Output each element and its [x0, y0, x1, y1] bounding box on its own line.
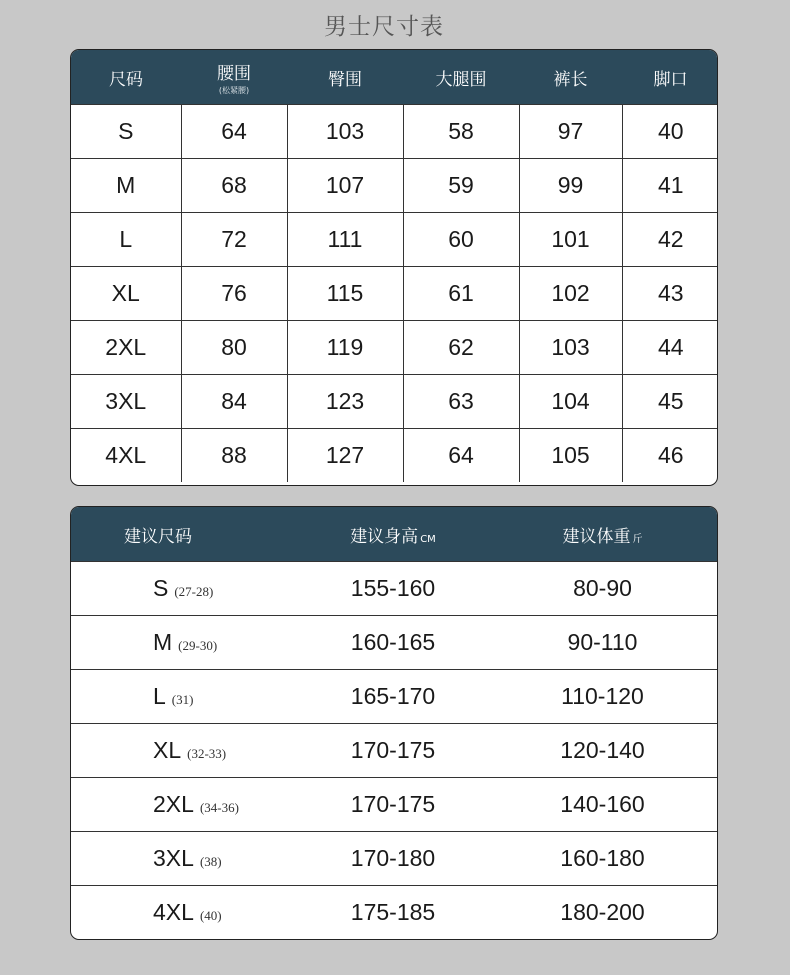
cell-size: 2XL [71, 321, 181, 375]
cell-hip: 103 [287, 105, 403, 159]
cell-recommended-weight: 90-110 [488, 616, 717, 670]
cell-leg-opening: 42 [622, 213, 718, 267]
page-title: 男士尺寸表 [324, 14, 444, 40]
size-label: 2XL [153, 791, 194, 817]
table-row [71, 105, 718, 159]
recommendation-grid [71, 507, 717, 939]
size-label: M [153, 629, 173, 655]
header-length: 裤长 [553, 69, 588, 90]
recommendation-table [70, 506, 718, 940]
header-waist-note: (松紧腰) [218, 86, 250, 95]
cell-waist: 64 [181, 105, 287, 159]
header-hip: 臀围 [328, 69, 362, 90]
cell-hip: 107 [287, 159, 403, 213]
cell-recommended-weight: 110-120 [488, 670, 717, 724]
weight-unit: 斤 [632, 533, 643, 545]
table-row [71, 429, 718, 483]
cell-recommended-size [71, 724, 298, 778]
header-recommended-size: 建议尺码 [124, 526, 192, 547]
cell-recommended-weight: 160-180 [488, 832, 717, 886]
cell-hip: 111 [287, 213, 403, 267]
cell-leg-opening: 41 [622, 159, 718, 213]
cell-length: 99 [519, 159, 622, 213]
cell-recommended-height: 160-165 [298, 616, 488, 670]
size-chart-grid [71, 50, 718, 482]
cell-thigh: 64 [403, 429, 519, 483]
cell-size: XL [71, 267, 181, 321]
cell-thigh: 58 [403, 105, 519, 159]
table-row [71, 724, 717, 778]
cell-size: S [71, 105, 181, 159]
table-row [71, 886, 717, 940]
cell-hip: 127 [287, 429, 403, 483]
cell-length: 103 [519, 321, 622, 375]
table-row [71, 213, 718, 267]
cell-waist: 76 [181, 267, 287, 321]
cell-recommended-size [71, 616, 298, 670]
cell-recommended-weight: 80-90 [488, 562, 717, 616]
cell-hip: 119 [287, 321, 403, 375]
height-unit: CM [420, 533, 436, 545]
size-label: XL [153, 737, 182, 763]
cell-recommended-height: 170-175 [298, 724, 488, 778]
cell-leg-opening: 44 [622, 321, 718, 375]
cell-recommended-height: 165-170 [298, 670, 488, 724]
size-chart-header-row [71, 50, 718, 105]
table-row [71, 375, 718, 429]
cell-leg-opening: 46 [622, 429, 718, 483]
cell-size: M [71, 159, 181, 213]
cell-length: 105 [519, 429, 622, 483]
cell-recommended-size [71, 778, 298, 832]
waist-code-note: (27-28) [174, 584, 214, 599]
cell-length: 104 [519, 375, 622, 429]
waist-code-note: (38) [199, 854, 222, 869]
size-label: 3XL [153, 845, 194, 871]
size-label: S [153, 575, 169, 601]
header-recommended-weight: 建议体重 斤 [562, 526, 643, 547]
header-thigh: 大腿围 [435, 69, 487, 90]
waist-code-note: (29-30) [178, 638, 218, 653]
size-chart-table [70, 49, 718, 486]
header-recommended-height: 建议身高 CM [350, 526, 436, 547]
cell-length: 102 [519, 267, 622, 321]
size-label: L [153, 683, 166, 709]
cell-hip: 115 [287, 267, 403, 321]
cell-thigh: 63 [403, 375, 519, 429]
cell-thigh: 62 [403, 321, 519, 375]
waist-code-note: (31) [171, 692, 194, 707]
cell-recommended-size [71, 562, 298, 616]
table-row [71, 159, 718, 213]
cell-size: 4XL [71, 429, 181, 483]
table-row [71, 832, 717, 886]
header-leg-opening: 脚口 [653, 69, 688, 90]
size-label: 4XL [153, 899, 194, 925]
cell-waist: 68 [181, 159, 287, 213]
cell-length: 97 [519, 105, 622, 159]
cell-size: 3XL [71, 375, 181, 429]
cell-waist: 84 [181, 375, 287, 429]
cell-recommended-height: 175-185 [298, 886, 488, 940]
cell-thigh: 59 [403, 159, 519, 213]
table-row [71, 321, 718, 375]
cell-recommended-height: 155-160 [298, 562, 488, 616]
table-row [71, 616, 717, 670]
waist-code-note: (32-33) [187, 746, 227, 761]
cell-recommended-height: 170-175 [298, 778, 488, 832]
cell-recommended-size [71, 670, 298, 724]
recommendation-header-row [71, 507, 717, 562]
cell-recommended-weight: 180-200 [488, 886, 717, 940]
cell-recommended-size [71, 886, 298, 940]
header-waist: 腰围 (松紧腰) [181, 50, 287, 105]
table-row [71, 267, 718, 321]
table-row [71, 670, 717, 724]
cell-waist: 80 [181, 321, 287, 375]
cell-size: L [71, 213, 181, 267]
cell-leg-opening: 45 [622, 375, 718, 429]
cell-waist: 72 [181, 213, 287, 267]
cell-recommended-height: 170-180 [298, 832, 488, 886]
cell-thigh: 61 [403, 267, 519, 321]
cell-recommended-size [71, 832, 298, 886]
cell-hip: 123 [287, 375, 403, 429]
header-size: 尺码 [109, 69, 143, 90]
waist-code-note: (34-36) [199, 800, 239, 815]
cell-recommended-weight: 140-160 [488, 778, 717, 832]
cell-length: 101 [519, 213, 622, 267]
cell-leg-opening: 40 [622, 105, 718, 159]
cell-leg-opening: 43 [622, 267, 718, 321]
waist-code-note: (40) [199, 908, 222, 923]
cell-thigh: 60 [403, 213, 519, 267]
cell-recommended-weight: 120-140 [488, 724, 717, 778]
cell-waist: 88 [181, 429, 287, 483]
table-row [71, 562, 717, 616]
table-row [71, 778, 717, 832]
